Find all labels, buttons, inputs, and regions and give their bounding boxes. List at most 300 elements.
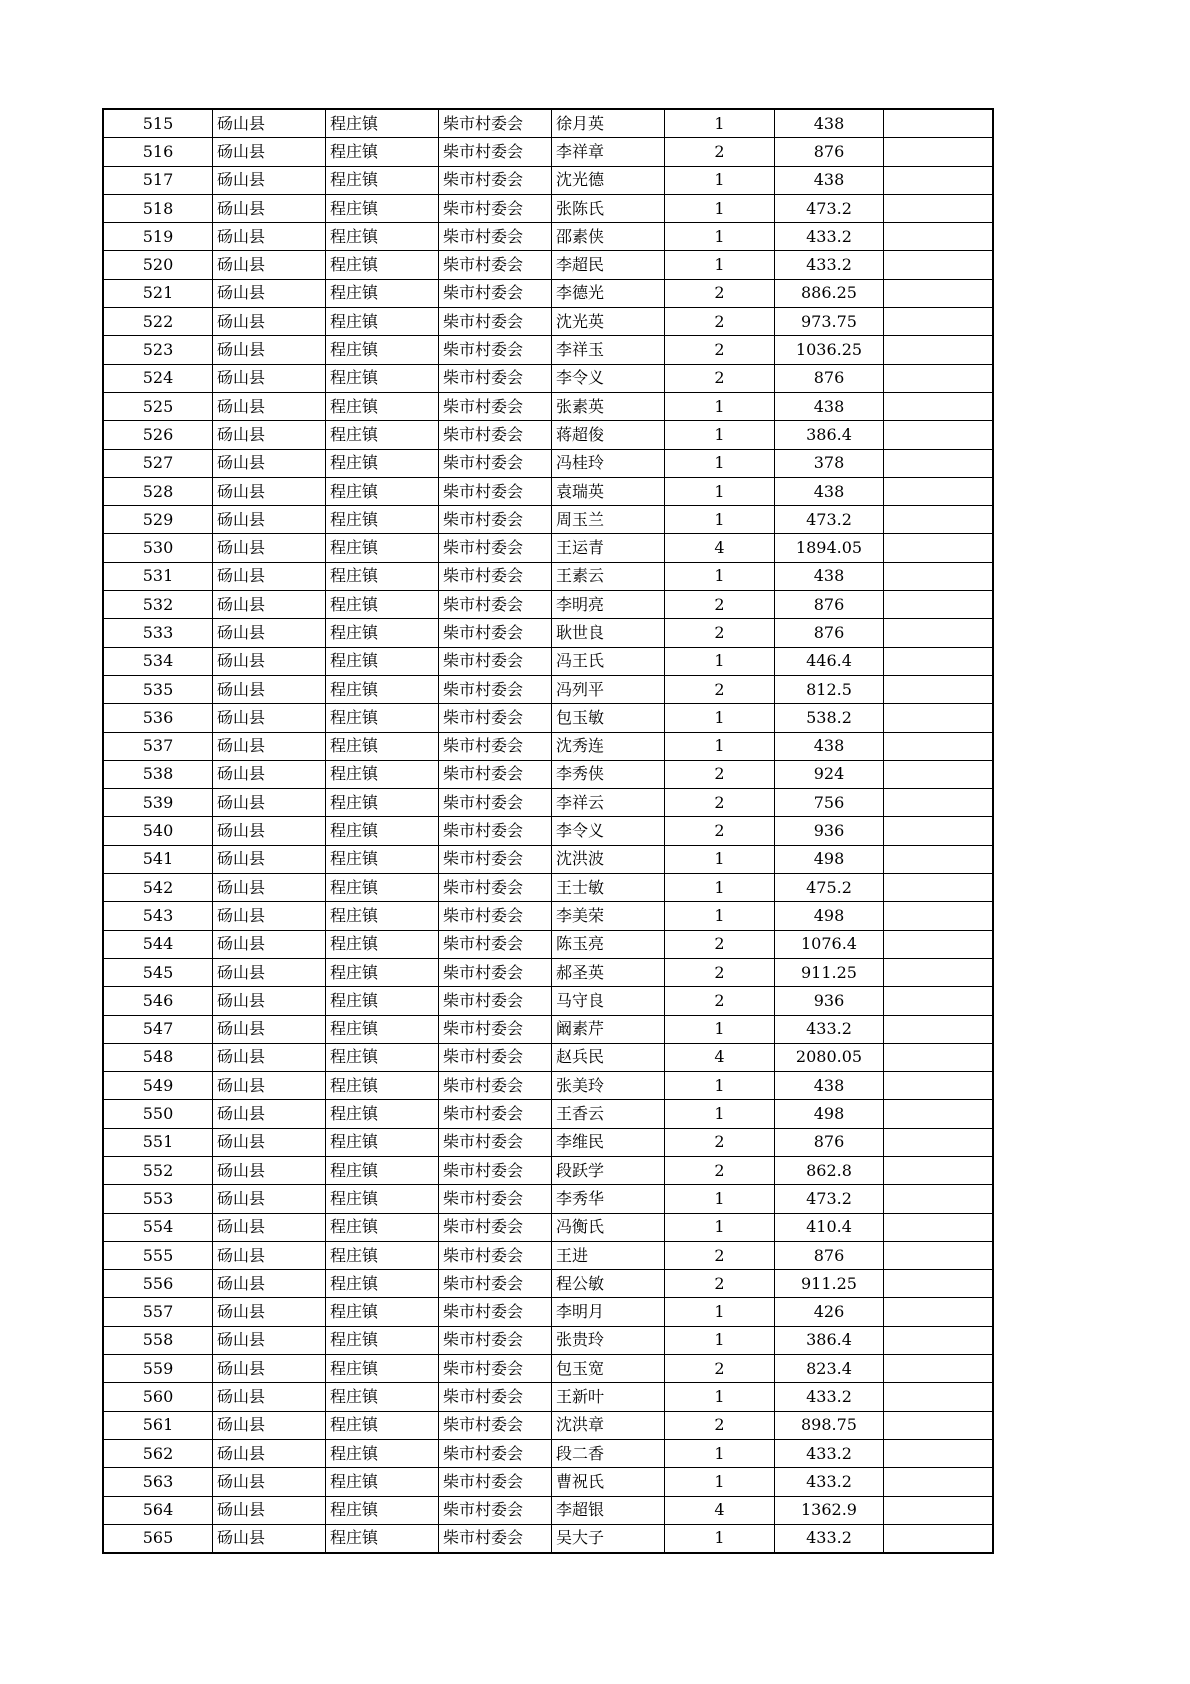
household-count-cell: 1 <box>665 166 775 194</box>
row-number-cell: 556 <box>103 1270 213 1298</box>
name-cell: 沈光德 <box>552 166 665 194</box>
village-committee-cell: 柴市村委会 <box>439 477 552 505</box>
household-count-cell: 4 <box>665 1496 775 1524</box>
name-cell: 张美玲 <box>552 1072 665 1100</box>
amount-cell: 433.2 <box>775 1524 884 1553</box>
town-cell: 程庄镇 <box>326 223 439 251</box>
remark-cell <box>884 1355 994 1383</box>
remark-cell <box>884 392 994 420</box>
amount-cell: 876 <box>775 1241 884 1269</box>
table-row <box>103 562 993 590</box>
row-number-cell: 552 <box>103 1156 213 1184</box>
remark-cell <box>884 364 994 392</box>
household-count-cell: 2 <box>665 308 775 336</box>
county-cell: 砀山县 <box>213 817 326 845</box>
county-cell: 砀山县 <box>213 336 326 364</box>
county-cell: 砀山县 <box>213 902 326 930</box>
town-cell: 程庄镇 <box>326 902 439 930</box>
row-number-cell: 555 <box>103 1241 213 1269</box>
household-count-cell: 2 <box>665 1128 775 1156</box>
village-committee-cell: 柴市村委会 <box>439 336 552 364</box>
name-cell: 李祥云 <box>552 789 665 817</box>
town-cell: 程庄镇 <box>326 1043 439 1071</box>
town-cell: 程庄镇 <box>326 364 439 392</box>
name-cell: 李超银 <box>552 1496 665 1524</box>
county-cell: 砀山县 <box>213 647 326 675</box>
amount-cell: 438 <box>775 732 884 760</box>
household-count-cell: 1 <box>665 1100 775 1128</box>
name-cell: 曹祝氏 <box>552 1468 665 1496</box>
village-committee-cell: 柴市村委会 <box>439 1185 552 1213</box>
village-committee-cell: 柴市村委会 <box>439 987 552 1015</box>
town-cell: 程庄镇 <box>326 930 439 958</box>
row-number-cell: 533 <box>103 619 213 647</box>
household-count-cell: 1 <box>665 704 775 732</box>
amount-cell: 936 <box>775 817 884 845</box>
table-row <box>103 902 993 930</box>
name-cell: 冯列平 <box>552 675 665 703</box>
table-row <box>103 364 993 392</box>
village-committee-cell: 柴市村委会 <box>439 1213 552 1241</box>
town-cell: 程庄镇 <box>326 392 439 420</box>
village-committee-cell: 柴市村委会 <box>439 1439 552 1467</box>
household-count-cell: 1 <box>665 732 775 760</box>
remark-cell <box>884 138 994 166</box>
town-cell: 程庄镇 <box>326 1383 439 1411</box>
row-number-cell: 542 <box>103 874 213 902</box>
amount-cell: 386.4 <box>775 421 884 449</box>
amount-cell: 1894.05 <box>775 534 884 562</box>
amount-cell: 473.2 <box>775 1185 884 1213</box>
town-cell: 程庄镇 <box>326 1015 439 1043</box>
town-cell: 程庄镇 <box>326 1270 439 1298</box>
remark-cell <box>884 1439 994 1467</box>
county-cell: 砀山县 <box>213 1241 326 1269</box>
town-cell: 程庄镇 <box>326 1213 439 1241</box>
name-cell: 李美荣 <box>552 902 665 930</box>
table-row <box>103 987 993 1015</box>
household-count-cell: 1 <box>665 1072 775 1100</box>
name-cell: 袁瑞英 <box>552 477 665 505</box>
household-count-cell: 2 <box>665 138 775 166</box>
remark-cell <box>884 1496 994 1524</box>
row-number-cell: 524 <box>103 364 213 392</box>
remark-cell <box>884 1100 994 1128</box>
amount-cell: 876 <box>775 591 884 619</box>
village-committee-cell: 柴市村委会 <box>439 1355 552 1383</box>
county-cell: 砀山县 <box>213 477 326 505</box>
town-cell: 程庄镇 <box>326 562 439 590</box>
village-committee-cell: 柴市村委会 <box>439 619 552 647</box>
town-cell: 程庄镇 <box>326 1072 439 1100</box>
name-cell: 李明月 <box>552 1298 665 1326</box>
village-committee-cell: 柴市村委会 <box>439 845 552 873</box>
amount-cell: 438 <box>775 477 884 505</box>
town-cell: 程庄镇 <box>326 619 439 647</box>
town-cell: 程庄镇 <box>326 449 439 477</box>
remark-cell <box>884 958 994 986</box>
table-row <box>103 279 993 307</box>
village-committee-cell: 柴市村委会 <box>439 138 552 166</box>
row-number-cell: 520 <box>103 251 213 279</box>
amount-cell: 433.2 <box>775 251 884 279</box>
town-cell: 程庄镇 <box>326 1128 439 1156</box>
table-row <box>103 1383 993 1411</box>
amount-cell: 433.2 <box>775 1015 884 1043</box>
name-cell: 段跃学 <box>552 1156 665 1184</box>
row-number-cell: 522 <box>103 308 213 336</box>
amount-cell: 973.75 <box>775 308 884 336</box>
name-cell: 马守良 <box>552 987 665 1015</box>
table-row <box>103 1298 993 1326</box>
household-count-cell: 1 <box>665 1326 775 1354</box>
county-cell: 砀山县 <box>213 619 326 647</box>
amount-cell: 1036.25 <box>775 336 884 364</box>
row-number-cell: 516 <box>103 138 213 166</box>
county-cell: 砀山县 <box>213 308 326 336</box>
name-cell: 耿世良 <box>552 619 665 647</box>
table-row <box>103 760 993 788</box>
amount-cell: 876 <box>775 619 884 647</box>
amount-cell: 886.25 <box>775 279 884 307</box>
row-number-cell: 532 <box>103 591 213 619</box>
household-count-cell: 1 <box>665 392 775 420</box>
town-cell: 程庄镇 <box>326 1355 439 1383</box>
data-table <box>102 108 994 1554</box>
name-cell: 周玉兰 <box>552 506 665 534</box>
remark-cell <box>884 1185 994 1213</box>
town-cell: 程庄镇 <box>326 760 439 788</box>
town-cell: 程庄镇 <box>326 1468 439 1496</box>
household-count-cell: 1 <box>665 506 775 534</box>
county-cell: 砀山县 <box>213 1383 326 1411</box>
table-row <box>103 732 993 760</box>
household-count-cell: 2 <box>665 591 775 619</box>
town-cell: 程庄镇 <box>326 1241 439 1269</box>
county-cell: 砀山县 <box>213 1439 326 1467</box>
amount-cell: 876 <box>775 1128 884 1156</box>
village-committee-cell: 柴市村委会 <box>439 1524 552 1553</box>
row-number-cell: 554 <box>103 1213 213 1241</box>
amount-cell: 438 <box>775 109 884 138</box>
row-number-cell: 546 <box>103 987 213 1015</box>
row-number-cell: 518 <box>103 194 213 222</box>
household-count-cell: 2 <box>665 789 775 817</box>
table-row <box>103 1355 993 1383</box>
village-committee-cell: 柴市村委会 <box>439 1015 552 1043</box>
row-number-cell: 543 <box>103 902 213 930</box>
amount-cell: 433.2 <box>775 1383 884 1411</box>
row-number-cell: 550 <box>103 1100 213 1128</box>
remark-cell <box>884 1383 994 1411</box>
county-cell: 砀山县 <box>213 392 326 420</box>
amount-cell: 538.2 <box>775 704 884 732</box>
household-count-cell: 2 <box>665 817 775 845</box>
row-number-cell: 527 <box>103 449 213 477</box>
household-count-cell: 1 <box>665 845 775 873</box>
household-count-cell: 4 <box>665 1043 775 1071</box>
village-committee-cell: 柴市村委会 <box>439 1468 552 1496</box>
county-cell: 砀山县 <box>213 166 326 194</box>
county-cell: 砀山县 <box>213 1496 326 1524</box>
town-cell: 程庄镇 <box>326 958 439 986</box>
village-committee-cell: 柴市村委会 <box>439 591 552 619</box>
household-count-cell: 2 <box>665 1411 775 1439</box>
table-row <box>103 591 993 619</box>
household-count-cell: 1 <box>665 902 775 930</box>
household-count-cell: 1 <box>665 1213 775 1241</box>
remark-cell <box>884 562 994 590</box>
row-number-cell: 539 <box>103 789 213 817</box>
table-row <box>103 449 993 477</box>
village-committee-cell: 柴市村委会 <box>439 1043 552 1071</box>
name-cell: 李明亮 <box>552 591 665 619</box>
village-committee-cell: 柴市村委会 <box>439 817 552 845</box>
household-count-cell: 2 <box>665 675 775 703</box>
table-row <box>103 817 993 845</box>
household-count-cell: 2 <box>665 958 775 986</box>
county-cell: 砀山县 <box>213 760 326 788</box>
household-count-cell: 2 <box>665 1241 775 1269</box>
town-cell: 程庄镇 <box>326 647 439 675</box>
table-row <box>103 223 993 251</box>
amount-cell: 898.75 <box>775 1411 884 1439</box>
village-committee-cell: 柴市村委会 <box>439 760 552 788</box>
row-number-cell: 531 <box>103 562 213 590</box>
county-cell: 砀山县 <box>213 449 326 477</box>
amount-cell: 911.25 <box>775 1270 884 1298</box>
name-cell: 李令义 <box>552 817 665 845</box>
household-count-cell: 1 <box>665 109 775 138</box>
name-cell: 沈光英 <box>552 308 665 336</box>
table-row <box>103 1156 993 1184</box>
amount-cell: 924 <box>775 760 884 788</box>
remark-cell <box>884 194 994 222</box>
table-row <box>103 1072 993 1100</box>
table-row <box>103 166 993 194</box>
table-row <box>103 138 993 166</box>
table-row <box>103 1411 993 1439</box>
village-committee-cell: 柴市村委会 <box>439 223 552 251</box>
table-row <box>103 1326 993 1354</box>
remark-cell <box>884 789 994 817</box>
remark-cell <box>884 336 994 364</box>
remark-cell <box>884 930 994 958</box>
county-cell: 砀山县 <box>213 1100 326 1128</box>
amount-cell: 1362.9 <box>775 1496 884 1524</box>
county-cell: 砀山县 <box>213 364 326 392</box>
row-number-cell: 547 <box>103 1015 213 1043</box>
name-cell: 包玉敏 <box>552 704 665 732</box>
household-count-cell: 1 <box>665 647 775 675</box>
table-row <box>103 1185 993 1213</box>
row-number-cell: 530 <box>103 534 213 562</box>
table-row <box>103 1270 993 1298</box>
town-cell: 程庄镇 <box>326 109 439 138</box>
county-cell: 砀山县 <box>213 958 326 986</box>
village-committee-cell: 柴市村委会 <box>439 1298 552 1326</box>
town-cell: 程庄镇 <box>326 675 439 703</box>
row-number-cell: 557 <box>103 1298 213 1326</box>
town-cell: 程庄镇 <box>326 1524 439 1553</box>
amount-cell: 812.5 <box>775 675 884 703</box>
row-number-cell: 521 <box>103 279 213 307</box>
amount-cell: 433.2 <box>775 1439 884 1467</box>
village-committee-cell: 柴市村委会 <box>439 1128 552 1156</box>
table-body <box>103 109 993 1553</box>
table-row <box>103 506 993 534</box>
name-cell: 沈秀连 <box>552 732 665 760</box>
village-committee-cell: 柴市村委会 <box>439 449 552 477</box>
household-count-cell: 2 <box>665 987 775 1015</box>
remark-cell <box>884 251 994 279</box>
household-count-cell: 1 <box>665 1015 775 1043</box>
row-number-cell: 519 <box>103 223 213 251</box>
remark-cell <box>884 279 994 307</box>
amount-cell: 438 <box>775 1072 884 1100</box>
county-cell: 砀山县 <box>213 138 326 166</box>
remark-cell <box>884 477 994 505</box>
town-cell: 程庄镇 <box>326 279 439 307</box>
name-cell: 王士敏 <box>552 874 665 902</box>
household-count-cell: 1 <box>665 1383 775 1411</box>
village-committee-cell: 柴市村委会 <box>439 109 552 138</box>
row-number-cell: 563 <box>103 1468 213 1496</box>
household-count-cell: 1 <box>665 251 775 279</box>
amount-cell: 498 <box>775 845 884 873</box>
table-row <box>103 1015 993 1043</box>
amount-cell: 438 <box>775 166 884 194</box>
household-count-cell: 2 <box>665 760 775 788</box>
remark-cell <box>884 1213 994 1241</box>
amount-cell: 378 <box>775 449 884 477</box>
amount-cell: 498 <box>775 902 884 930</box>
household-count-cell: 2 <box>665 1156 775 1184</box>
row-number-cell: 544 <box>103 930 213 958</box>
town-cell: 程庄镇 <box>326 1326 439 1354</box>
name-cell: 李令义 <box>552 364 665 392</box>
county-cell: 砀山县 <box>213 591 326 619</box>
remark-cell <box>884 732 994 760</box>
name-cell: 陈玉亮 <box>552 930 665 958</box>
village-committee-cell: 柴市村委会 <box>439 958 552 986</box>
remark-cell <box>884 166 994 194</box>
remark-cell <box>884 987 994 1015</box>
name-cell: 李祥玉 <box>552 336 665 364</box>
name-cell: 郝圣英 <box>552 958 665 986</box>
amount-cell: 426 <box>775 1298 884 1326</box>
town-cell: 程庄镇 <box>326 336 439 364</box>
county-cell: 砀山县 <box>213 1326 326 1354</box>
amount-cell: 473.2 <box>775 506 884 534</box>
amount-cell: 386.4 <box>775 1326 884 1354</box>
village-committee-cell: 柴市村委会 <box>439 364 552 392</box>
remark-cell <box>884 647 994 675</box>
row-number-cell: 564 <box>103 1496 213 1524</box>
village-committee-cell: 柴市村委会 <box>439 562 552 590</box>
household-count-cell: 2 <box>665 1355 775 1383</box>
town-cell: 程庄镇 <box>326 1185 439 1213</box>
county-cell: 砀山县 <box>213 1468 326 1496</box>
county-cell: 砀山县 <box>213 1072 326 1100</box>
row-number-cell: 534 <box>103 647 213 675</box>
county-cell: 砀山县 <box>213 223 326 251</box>
village-committee-cell: 柴市村委会 <box>439 308 552 336</box>
town-cell: 程庄镇 <box>326 732 439 760</box>
amount-cell: 438 <box>775 562 884 590</box>
county-cell: 砀山县 <box>213 675 326 703</box>
row-number-cell: 540 <box>103 817 213 845</box>
town-cell: 程庄镇 <box>326 1496 439 1524</box>
name-cell: 王素云 <box>552 562 665 590</box>
remark-cell <box>884 1298 994 1326</box>
amount-cell: 1076.4 <box>775 930 884 958</box>
table-row <box>103 251 993 279</box>
table-row <box>103 109 993 138</box>
row-number-cell: 526 <box>103 421 213 449</box>
household-count-cell: 1 <box>665 874 775 902</box>
name-cell: 赵兵民 <box>552 1043 665 1071</box>
remark-cell <box>884 817 994 845</box>
table-row <box>103 534 993 562</box>
name-cell: 李秀华 <box>552 1185 665 1213</box>
household-count-cell: 1 <box>665 1298 775 1326</box>
name-cell: 李德光 <box>552 279 665 307</box>
town-cell: 程庄镇 <box>326 506 439 534</box>
household-count-cell: 1 <box>665 223 775 251</box>
row-number-cell: 562 <box>103 1439 213 1467</box>
county-cell: 砀山县 <box>213 1355 326 1383</box>
row-number-cell: 528 <box>103 477 213 505</box>
county-cell: 砀山县 <box>213 1298 326 1326</box>
name-cell: 邵素侠 <box>552 223 665 251</box>
amount-cell: 911.25 <box>775 958 884 986</box>
town-cell: 程庄镇 <box>326 534 439 562</box>
town-cell: 程庄镇 <box>326 1298 439 1326</box>
household-count-cell: 1 <box>665 1468 775 1496</box>
remark-cell <box>884 1411 994 1439</box>
town-cell: 程庄镇 <box>326 1411 439 1439</box>
remark-cell <box>884 704 994 732</box>
county-cell: 砀山县 <box>213 1411 326 1439</box>
remark-cell <box>884 1043 994 1071</box>
row-number-cell: 549 <box>103 1072 213 1100</box>
amount-cell: 823.4 <box>775 1355 884 1383</box>
name-cell: 吴大子 <box>552 1524 665 1553</box>
town-cell: 程庄镇 <box>326 789 439 817</box>
table-row <box>103 477 993 505</box>
row-number-cell: 538 <box>103 760 213 788</box>
table-row <box>103 421 993 449</box>
household-count-cell: 1 <box>665 477 775 505</box>
village-committee-cell: 柴市村委会 <box>439 194 552 222</box>
table-row <box>103 392 993 420</box>
household-count-cell: 1 <box>665 449 775 477</box>
amount-cell: 446.4 <box>775 647 884 675</box>
table-row <box>103 194 993 222</box>
county-cell: 砀山县 <box>213 1043 326 1071</box>
town-cell: 程庄镇 <box>326 308 439 336</box>
name-cell: 蒋超俊 <box>552 421 665 449</box>
remark-cell <box>884 1072 994 1100</box>
name-cell: 沈洪波 <box>552 845 665 873</box>
name-cell: 张素英 <box>552 392 665 420</box>
amount-cell: 936 <box>775 987 884 1015</box>
village-committee-cell: 柴市村委会 <box>439 506 552 534</box>
table-row <box>103 874 993 902</box>
village-committee-cell: 柴市村委会 <box>439 1383 552 1411</box>
household-count-cell: 2 <box>665 336 775 364</box>
